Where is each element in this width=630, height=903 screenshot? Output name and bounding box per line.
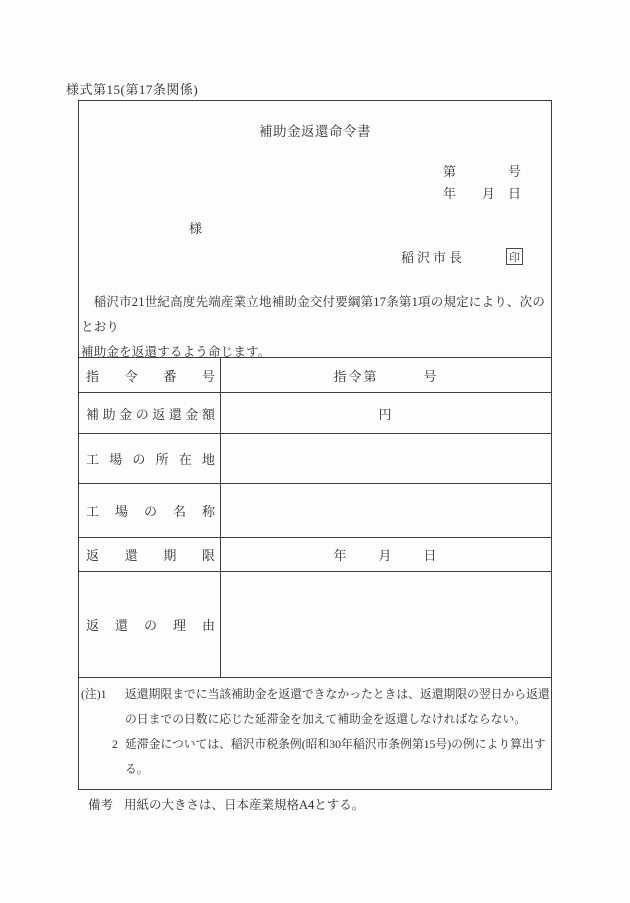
remarks-text: 用紙の大きさは、日本産業規格A4とする。 — [124, 798, 365, 812]
table-row-factory-location — [79, 433, 551, 483]
issuer-name: 稲沢市長 — [401, 250, 466, 265]
row-label: 返 還 の 理 由 — [86, 618, 215, 633]
row-label: 補 助 金 の 返 還 金 額 — [86, 406, 215, 422]
table-row-refund-deadline — [79, 537, 551, 571]
table-row-directive-number — [79, 357, 551, 392]
row-value-cell — [221, 484, 551, 537]
table-row-factory-name — [79, 483, 551, 537]
note-1-marker: (注)1 — [81, 687, 107, 701]
row-label-cell — [79, 434, 221, 483]
note-text-block — [125, 682, 551, 782]
table-row-refund-reason — [79, 571, 551, 677]
document-number-line: 第 号 — [442, 164, 521, 179]
row-label: 指 令 番 号 — [86, 368, 215, 384]
row-value-cell: 指令第 号 — [333, 368, 439, 384]
remarks-line — [88, 795, 364, 813]
row-label: 返 還 期 限 — [86, 548, 215, 563]
note-line: の日までの日数に応じた延滞金を加えて補助金を返還しなければならない。 — [125, 712, 527, 726]
note-line: 延滞金については、稲沢市税条例(昭和30年稲沢市条例第15号)の例により算出す — [125, 737, 546, 751]
note-line: 返還期限までに当該補助金を返還できなかったときは、返還期限の翌日から返還 — [125, 687, 550, 701]
form-code-label: 様式第15(第17条関係) — [66, 82, 199, 97]
row-label-cell — [79, 484, 221, 537]
seal-character: 印 — [509, 251, 520, 264]
form-table — [79, 357, 551, 677]
row-label-cell — [79, 538, 221, 571]
row-value-cell — [221, 434, 551, 483]
note-2-marker: 2 — [112, 737, 118, 751]
seal-placeholder — [506, 248, 523, 265]
document-date-line: 年 月 日 — [442, 186, 521, 201]
order-body-line: 補助金を返還するよう命じます。 — [81, 345, 271, 359]
remarks-label: 備考 — [88, 798, 114, 812]
row-label-cell — [79, 393, 221, 433]
row-value-cell: 円 — [378, 406, 394, 422]
note-line: る。 — [125, 762, 149, 776]
row-value-cell: 年 月 日 — [333, 548, 439, 563]
notes-section — [79, 677, 551, 791]
order-body-line: 稲沢市21世紀高度先端産業立地補助金交付要綱第17条第1項の規定により、次のとおり — [81, 295, 546, 334]
row-label: 工 場 の 名 称 — [86, 504, 215, 519]
form-sheet — [78, 100, 552, 790]
row-label-cell — [79, 572, 221, 677]
table-row-refund-amount — [79, 392, 551, 433]
addressee-suffix: 様 — [189, 221, 203, 236]
row-label-cell — [79, 358, 221, 392]
document-title: 補助金返還命令書 — [259, 124, 371, 139]
order-body-text — [81, 290, 551, 365]
row-label: 工 場 の 所 在 地 — [86, 452, 215, 467]
row-value-cell — [221, 572, 551, 677]
